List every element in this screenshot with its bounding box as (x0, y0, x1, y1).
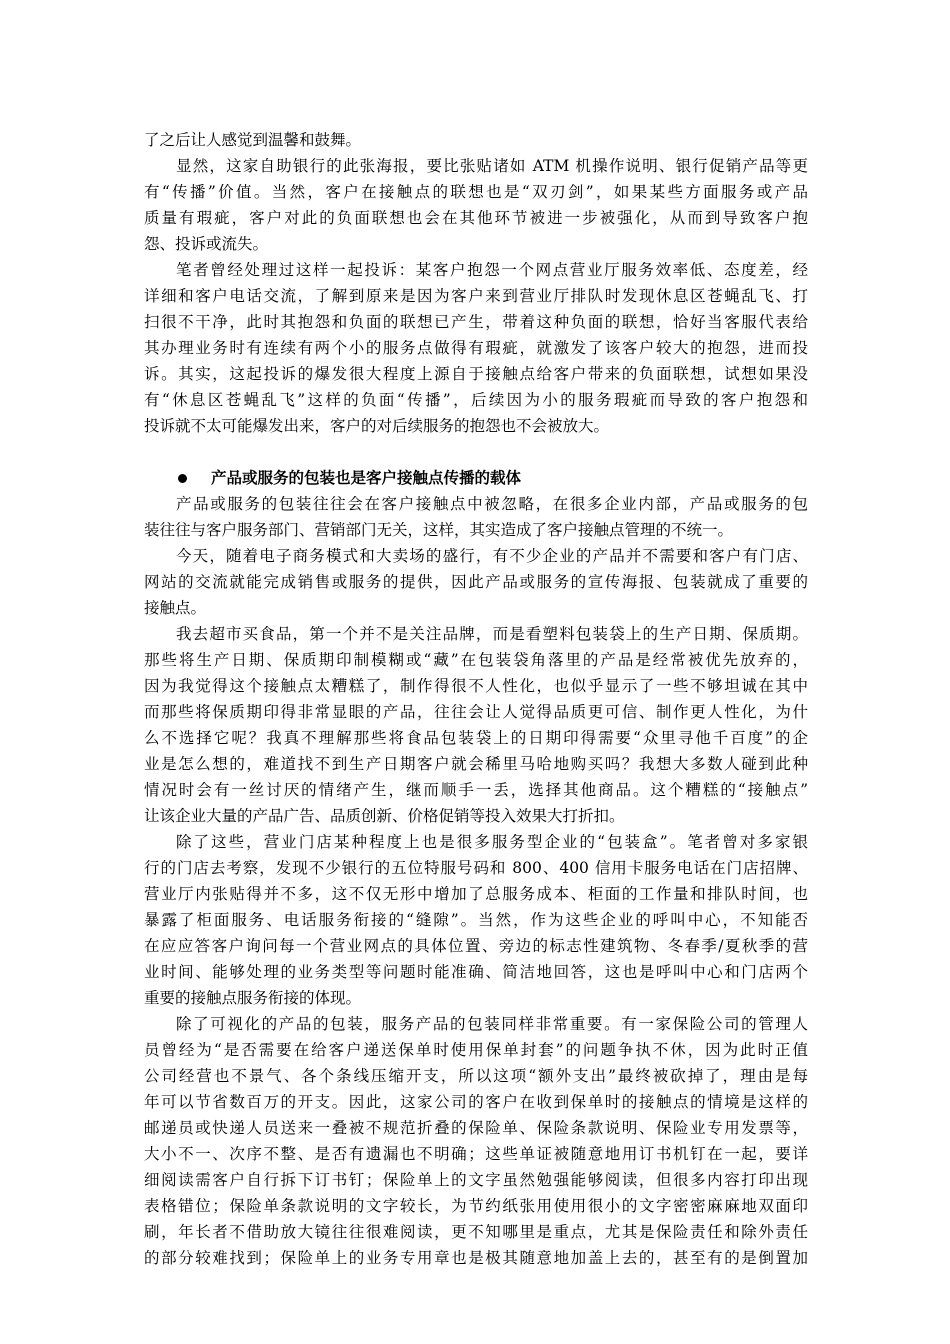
text-line: 表格错位；保险单条款说明的文字较长，为节约纸张用使用很小的文字密密麻麻地双面印 (144, 1197, 808, 1215)
text-line: 显然，这家自助银行的此张海报，要比张贴诸如 ATM 机操作说明、银行促销产品等更 (176, 157, 808, 175)
text-line: 重要的接触点服务衔接的体现。 (144, 989, 362, 1007)
body-text-top (144, 127, 808, 439)
text-line: 暴露了柜面服务、电话服务衔接的“缝隙”。当然，作为这些企业的呼叫中心，不知能否 (144, 911, 808, 929)
text-line: 让该企业大量的产品广告、品质创新、价格促销等投入效果大打折扣。 (144, 807, 625, 825)
text-line: 除了可视化的产品的包装，服务产品的包装同样非常重要。有一家保险公司的管理人 (176, 1015, 808, 1033)
text-line: 我去超市买食品，第一个并不是关注品牌，而是看塑料包装袋上的生产日期、保质期。 (176, 625, 808, 643)
text-line: 投诉就不太可能爆发出来，客户的对后续服务的抱怨也不会被放大。 (144, 417, 610, 435)
text-line: 员曾经为“是否需要在给客户递送保单时使用保单封套”的问题争执不休，因为此时正值 (144, 1041, 808, 1059)
text-line: 行的门店去考察，发现不少银行的五位特服号码和 800、400 信用卡服务电话在门店招牌、 (144, 859, 808, 877)
text-line: 产品或服务的包装往往会在客户接触点中被忽略，在很多企业内部，产品或服务的包 (176, 495, 808, 513)
text-line: 年可以节省数百万的开支。因此，这家公司的客户在收到保单时的接触点的情境是这样的 (144, 1093, 808, 1111)
paragraph-gap (144, 439, 808, 465)
text-line: 那些将生产日期、保质期印制模糊或“藏”在包装袋角落里的产品是经常被优先放弃的， (144, 651, 808, 669)
text-line: 因为我觉得这个接触点太糟糕了，制作得很不人性化，也似乎显示了一些不够坦诚在其中 (144, 677, 808, 695)
text-line: 在应应答客户询问每一个营业网点的具体位置、旁边的标志性建筑物、冬春季/夏秋季的营 (144, 937, 808, 955)
text-line: 网站的交流就能完成销售或服务的提供，因此产品或服务的宣传海报、包装就成了重要的 (144, 573, 808, 591)
text-line: 诉。其实，这起投诉的爆发很大程度上源自于接触点给客户带来的负面联想，试想如果没 (144, 365, 808, 383)
text-line: 邮递员或快递人员送来一叠被不规范折叠的保险单、保险条款说明、保险业专用发票等， (144, 1119, 808, 1137)
text-line: 了之后让人感觉到温馨和鼓舞。 (144, 131, 362, 149)
text-line: 业时间、能够处理的业务类型等问题时能准确、简洁地回答，这也是呼叫中心和门店两个 (144, 963, 808, 981)
text-line: 除了这些，营业门店某种程度上也是很多服务型企业的“包装盒”。笔者曾对多家银 (176, 833, 808, 851)
text-line: 其办理业务时有连续有两个小的服务点做得有瑕疵，就激发了该客户较大的抱怨，进而投 (144, 339, 808, 357)
text-line: 怨、投诉或流失。 (144, 235, 269, 253)
bullet-icon (178, 474, 187, 483)
text-line: 营业厅内张贴得并不多，这不仅无形中增加了总服务成本、柜面的工作量和排队时间，也 (144, 885, 808, 903)
document-page (144, 127, 808, 1271)
text-line: 大小不一、次序不整、是否有遗漏也不明确；这些单证被随意地用订书机钉在一起，要详 (144, 1145, 808, 1163)
text-line: 扫很不干净，此时其抱怨和负面的联想已产生，带着这种负面的联想，恰好当客服代表给 (144, 313, 808, 331)
text-line: 有“传播”价值。当然，客户在接触点的联想也是“双刃剑”，如果某些方面服务或产品 (144, 183, 808, 201)
text-line: 情况时会有一丝讨厌的情绪产生，继而顺手一丢，选择其他商品。这个糟糕的“接触点” (144, 781, 808, 799)
text-line: 而那些将保质期印得非常显眼的产品，往往会让人觉得品质更可信、制作更人性化，为什 (144, 703, 808, 721)
section-heading-text: 产品或服务的包装也是客户接触点传播的载体 (211, 468, 522, 487)
text-line: 质量有瑕疵，客户对此的负面联想也会在其他环节被进一步被强化，从而到导致客户抱 (144, 209, 808, 227)
body-text-bottom (144, 491, 808, 1271)
section-heading (144, 465, 808, 491)
text-line: 今天，随着电子商务模式和大卖场的盛行，有不少企业的产品并不需要和客户有门店、 (176, 547, 808, 565)
text-line: 细阅读需客户自行拆下订书钉；保险单上的文字虽然勉强能够阅读，但很多内容打印出现 (144, 1171, 808, 1189)
text-line: 么不选择它呢？我真不理解那些将食品包装袋上的日期印得需要“众里寻他千百度”的企 (144, 729, 808, 747)
text-line: 笔者曾经处理过这样一起投诉：某客户抱怨一个网点营业厅服务效率低、态度差，经 (176, 261, 808, 279)
text-line: 公司经营也不景气、各个条线压缩开支，所以这项“额外支出”最终被砍掉了，理由是每 (144, 1067, 808, 1085)
text-line: 刷，年长者不借助放大镜往往很难阅读，更不知哪里是重点，尤其是保险责任和除外责任 (144, 1223, 808, 1241)
text-line: 有“休息区苍蝇乱飞”这样的负面“传播”，后续因为小的服务瑕疵而导致的客户抱怨和 (144, 391, 808, 409)
text-line: 业是怎么想的，难道找不到生产日期客户就会稀里马哈地购买吗？我想大多数人碰到此种 (144, 755, 808, 773)
text-line: 接触点。 (144, 599, 207, 617)
text-line: 详细和客户电话交流，了解到原来是因为客户来到营业厅排队时发现休息区苍蝇乱飞、打 (144, 287, 808, 305)
text-line: 装往往与客户服务部门、营销部门无关，这样，其实造成了客户接触点管理的不统一。 (144, 521, 734, 539)
text-line: 的部分较难找到；保险单上的业务专用章也是极其随意地加盖上去的，甚至有的是倒置加 (144, 1249, 808, 1267)
